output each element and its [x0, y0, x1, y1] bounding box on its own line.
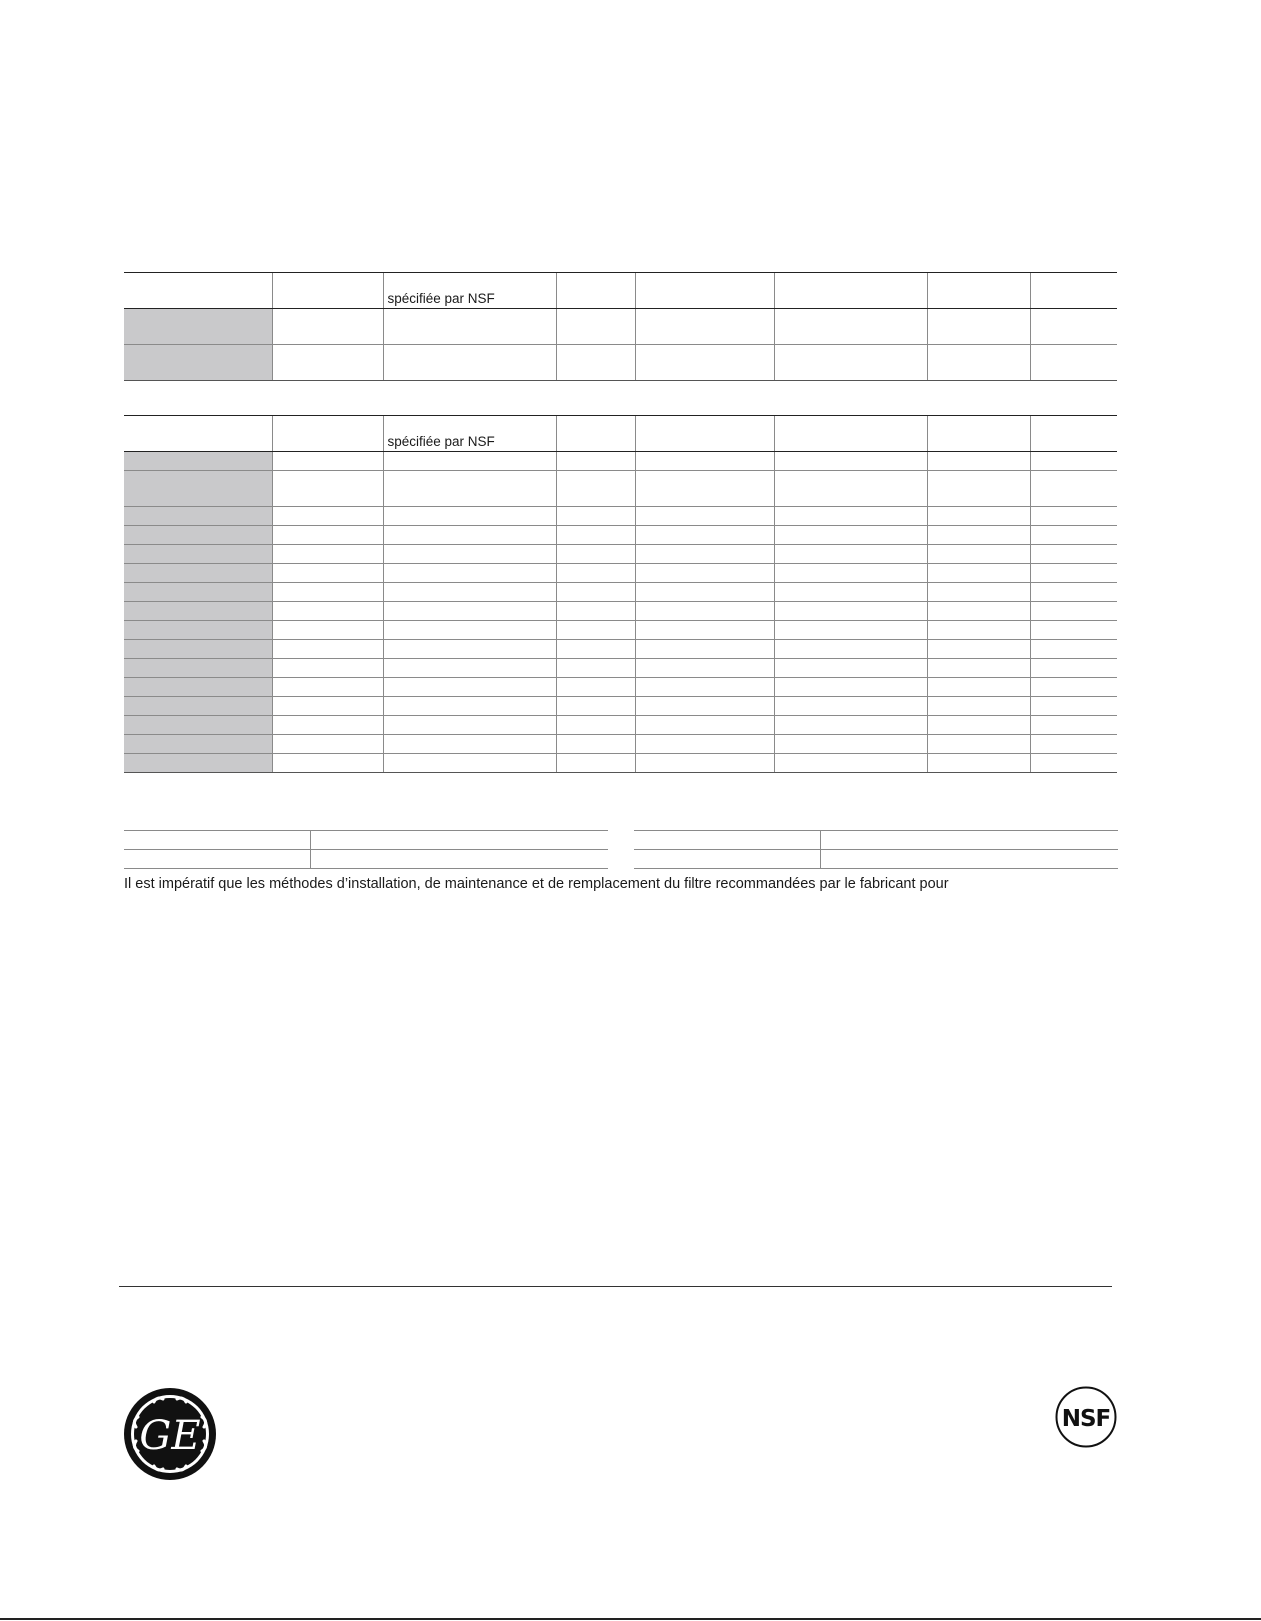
table-cell	[556, 452, 635, 471]
table-row	[124, 678, 1117, 697]
table-cell	[927, 564, 1030, 583]
table-cell	[1030, 621, 1117, 640]
header-cell	[272, 416, 383, 452]
table-cell	[272, 526, 383, 545]
table-cell	[383, 716, 556, 735]
table-cell	[124, 526, 272, 545]
table-cell	[556, 735, 635, 754]
table-cell	[774, 471, 927, 507]
table-cell	[927, 507, 1030, 526]
table-cell	[1030, 716, 1117, 735]
table-cell	[927, 697, 1030, 716]
table-cell	[927, 640, 1030, 659]
table-cell	[272, 735, 383, 754]
table-cell	[1030, 659, 1117, 678]
table-cell	[272, 640, 383, 659]
table-cell	[1030, 754, 1117, 773]
table-cell	[272, 678, 383, 697]
table-cell	[774, 526, 927, 545]
table-row	[124, 850, 608, 869]
table-row	[124, 564, 1117, 583]
table-cell	[124, 309, 272, 345]
table-cell	[635, 507, 774, 526]
performance-table-2	[124, 415, 1117, 773]
table-cell	[635, 452, 774, 471]
table-cell	[774, 309, 927, 345]
table-cell	[774, 345, 927, 381]
table-row	[124, 735, 1117, 754]
table-cell	[383, 583, 556, 602]
table-cell	[927, 735, 1030, 754]
table-row	[124, 640, 1117, 659]
table-cell	[927, 345, 1030, 381]
header-cell	[383, 273, 556, 309]
table-cell	[124, 583, 272, 602]
table-cell	[1030, 678, 1117, 697]
page-bottom-border	[0, 1618, 1261, 1620]
table-row	[124, 697, 1117, 716]
table-cell	[774, 735, 927, 754]
table-row	[124, 659, 1117, 678]
table-cell	[635, 526, 774, 545]
header-cell	[1030, 273, 1117, 309]
header-cell	[635, 273, 774, 309]
table-cell	[383, 754, 556, 773]
table-row	[124, 754, 1117, 773]
table-cell	[272, 697, 383, 716]
table-cell	[635, 697, 774, 716]
table-cell	[927, 659, 1030, 678]
table-cell	[124, 640, 272, 659]
header-cell	[635, 416, 774, 452]
table-cell	[774, 621, 927, 640]
header-cell	[272, 273, 383, 309]
table-cell	[821, 831, 1119, 850]
table-cell	[927, 452, 1030, 471]
table-cell	[272, 345, 383, 381]
table-cell	[383, 697, 556, 716]
table-cell	[272, 309, 383, 345]
info-table-left	[124, 830, 608, 869]
table-row	[124, 545, 1117, 564]
table-cell	[774, 564, 927, 583]
header-cell	[556, 416, 635, 452]
table-cell	[1030, 526, 1117, 545]
table-cell	[124, 471, 272, 507]
table-cell	[635, 602, 774, 621]
table-cell	[635, 345, 774, 381]
table-cell	[556, 526, 635, 545]
section-divider	[119, 1286, 1112, 1287]
table-cell	[635, 545, 774, 564]
table-cell	[124, 659, 272, 678]
table-cell	[635, 309, 774, 345]
table-cell	[635, 659, 774, 678]
table-cell	[383, 564, 556, 583]
table-cell	[635, 716, 774, 735]
header-cell	[927, 273, 1030, 309]
table-cell	[556, 471, 635, 507]
header-cell	[124, 416, 272, 452]
table-cell	[383, 621, 556, 640]
table-cell	[635, 678, 774, 697]
ge-logo-letters: GE	[139, 1413, 201, 1459]
table-cell	[927, 754, 1030, 773]
table-cell	[383, 345, 556, 381]
table-cell	[1030, 583, 1117, 602]
table-cell	[383, 735, 556, 754]
table-cell	[556, 345, 635, 381]
table-cell	[272, 602, 383, 621]
table-cell	[774, 640, 927, 659]
table-row	[124, 471, 1117, 507]
table-row	[124, 309, 1117, 345]
header-cell	[124, 273, 272, 309]
table-cell	[774, 716, 927, 735]
header-cell	[383, 416, 556, 452]
table-row	[124, 452, 1117, 471]
table-cell	[124, 564, 272, 583]
table-cell	[124, 678, 272, 697]
table-cell	[124, 735, 272, 754]
table-cell	[272, 452, 383, 471]
table-cell	[124, 831, 311, 850]
table-cell	[927, 621, 1030, 640]
table-cell	[556, 678, 635, 697]
table-cell	[774, 697, 927, 716]
table-cell	[634, 831, 821, 850]
table-cell	[556, 545, 635, 564]
table-row	[634, 850, 1118, 869]
table-cell	[383, 526, 556, 545]
performance-table-1	[124, 272, 1117, 381]
table-cell	[556, 659, 635, 678]
table-cell	[556, 583, 635, 602]
table-row	[124, 507, 1117, 526]
table-header-row	[124, 416, 1117, 452]
table-cell	[124, 452, 272, 471]
table-cell	[774, 545, 927, 564]
nsf-specified-label: spécifiée par NSF	[387, 291, 495, 306]
table-cell	[556, 640, 635, 659]
table-header-row	[124, 273, 1117, 309]
table-cell	[124, 507, 272, 526]
filter-notice-text: Il est impératif que les méthodes d’installation, de maintenance et de remplacement du filtre recommandées par le fabricant pour	[124, 876, 949, 892]
nsf-logo-icon	[1055, 1386, 1117, 1448]
table-row	[634, 831, 1118, 850]
table-cell	[1030, 471, 1117, 507]
table-cell	[774, 754, 927, 773]
table-row	[124, 621, 1117, 640]
table-cell	[272, 659, 383, 678]
table-row	[124, 345, 1117, 381]
header-cell	[774, 273, 927, 309]
table-cell	[311, 850, 609, 869]
table-cell	[1030, 507, 1117, 526]
table-cell	[556, 716, 635, 735]
info-table-right	[634, 830, 1118, 869]
table-cell	[383, 678, 556, 697]
table-cell	[1030, 697, 1117, 716]
table-row	[124, 526, 1117, 545]
table-cell	[635, 735, 774, 754]
table-cell	[1030, 345, 1117, 381]
table-cell	[272, 471, 383, 507]
table-cell	[124, 697, 272, 716]
table-cell	[635, 621, 774, 640]
table-cell	[272, 564, 383, 583]
table-cell	[1030, 602, 1117, 621]
table-cell	[635, 564, 774, 583]
table-cell	[272, 621, 383, 640]
table-cell	[927, 526, 1030, 545]
table-cell	[124, 621, 272, 640]
table-cell	[774, 452, 927, 471]
table-cell	[927, 309, 1030, 345]
table-cell	[556, 697, 635, 716]
table-cell	[272, 583, 383, 602]
table-cell	[124, 716, 272, 735]
table-cell	[774, 678, 927, 697]
table-cell	[272, 507, 383, 526]
table-cell	[383, 471, 556, 507]
table-cell	[383, 452, 556, 471]
table-cell	[556, 309, 635, 345]
table-cell	[1030, 735, 1117, 754]
table-cell	[634, 850, 821, 869]
table-cell	[1030, 640, 1117, 659]
nsf-specified-label: spécifiée par NSF	[387, 434, 495, 449]
table-row	[124, 583, 1117, 602]
table-cell	[556, 754, 635, 773]
header-cell	[774, 416, 927, 452]
header-cell	[927, 416, 1030, 452]
table-cell	[927, 678, 1030, 697]
table-cell	[272, 754, 383, 773]
table-cell	[1030, 564, 1117, 583]
table-cell	[774, 659, 927, 678]
table-cell	[311, 831, 609, 850]
table-cell	[272, 545, 383, 564]
table-cell	[1030, 545, 1117, 564]
table-cell	[124, 850, 311, 869]
table-cell	[556, 602, 635, 621]
table-cell	[383, 545, 556, 564]
table-cell	[1030, 309, 1117, 345]
table-cell	[1030, 452, 1117, 471]
table-cell	[272, 716, 383, 735]
table-cell	[383, 640, 556, 659]
table-cell	[556, 507, 635, 526]
table-cell	[821, 850, 1119, 869]
ge-logo-icon	[123, 1387, 217, 1481]
table-cell	[383, 602, 556, 621]
table-cell	[927, 602, 1030, 621]
table-cell	[383, 659, 556, 678]
table-cell	[124, 545, 272, 564]
table-cell	[556, 621, 635, 640]
table-cell	[927, 583, 1030, 602]
header-cell	[1030, 416, 1117, 452]
table-cell	[635, 754, 774, 773]
nsf-logo-letters: NSF	[1061, 1406, 1111, 1432]
table-cell	[927, 545, 1030, 564]
table-cell	[635, 471, 774, 507]
table-row	[124, 831, 608, 850]
header-cell	[556, 273, 635, 309]
table-cell	[774, 583, 927, 602]
table-row	[124, 602, 1117, 621]
table-cell	[383, 309, 556, 345]
table-cell	[774, 507, 927, 526]
table-cell	[635, 583, 774, 602]
table-cell	[124, 754, 272, 773]
table-cell	[124, 345, 272, 381]
table-cell	[124, 602, 272, 621]
table-row	[124, 716, 1117, 735]
table-cell	[927, 471, 1030, 507]
table-cell	[774, 602, 927, 621]
table-cell	[927, 716, 1030, 735]
table-cell	[383, 507, 556, 526]
table-cell	[556, 564, 635, 583]
table-cell	[635, 640, 774, 659]
